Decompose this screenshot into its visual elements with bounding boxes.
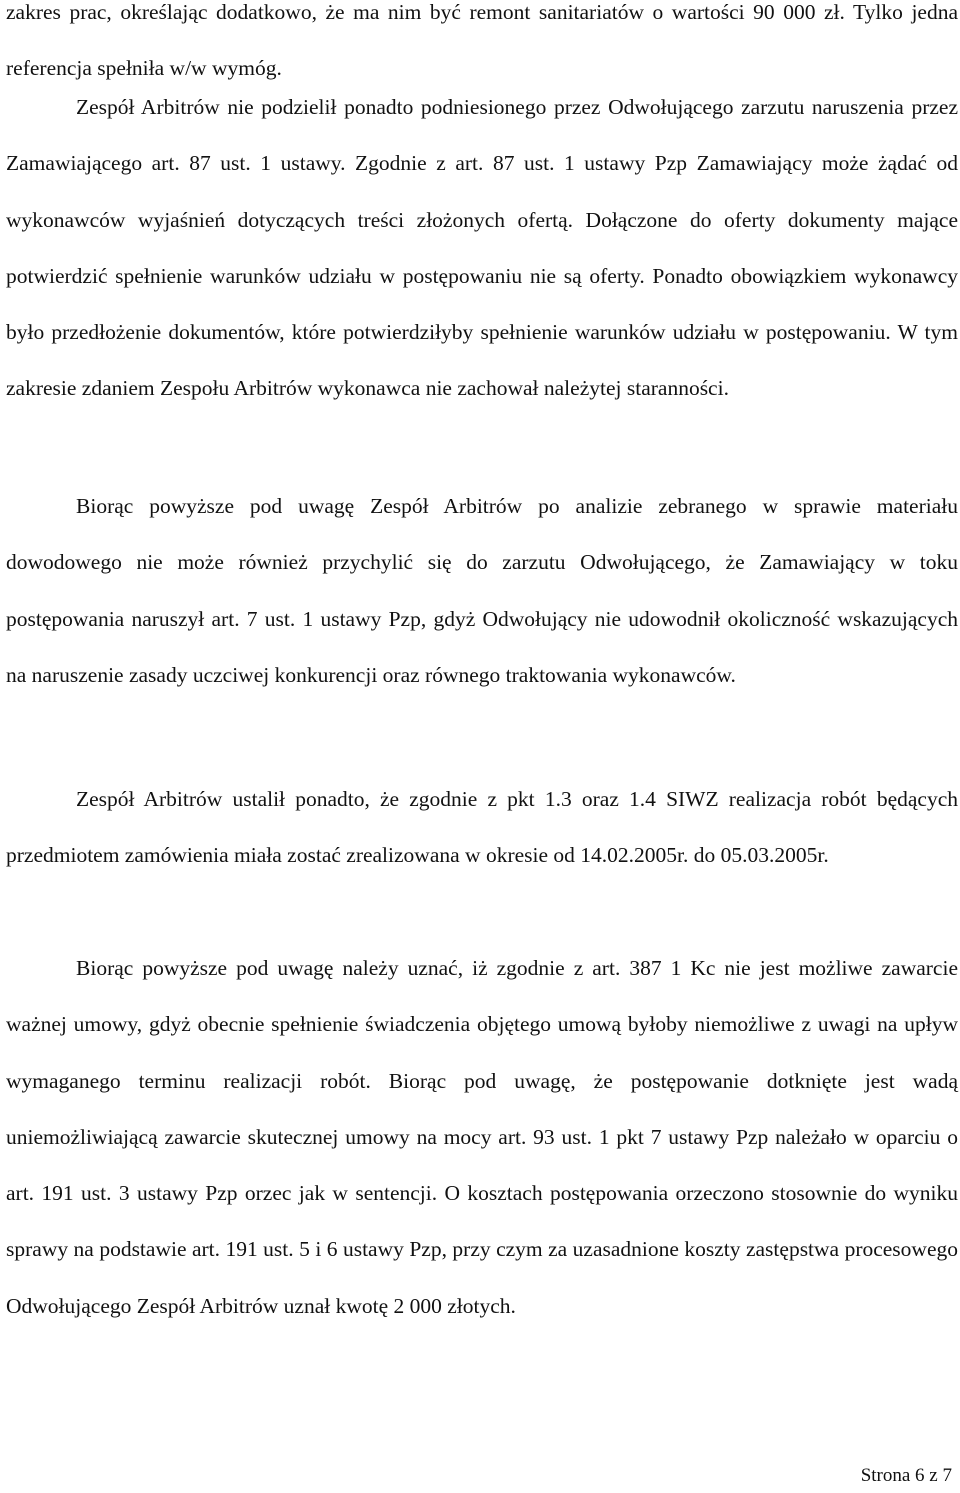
paragraph-intro: zakres prac, określając dodatkowo, że ma nim być remont sanitariatów o wartości 90 000 zł. Tylko jedna referencja spełniła w/w wymóg. [6, 0, 958, 81]
paragraph-conclusion-costs: Biorąc powyższe pod uwagę należy uznać, iż zgodnie z art. 387 1 Kc nie jest możliwe zawarcie ważnej umowy, gdyż obecnie spełnienie świadczenia objętego umową byłoby niemożliwe z uwagi na upływ wymaganego terminu realizacji robót. Biorąc pod uwagę, że postępowanie dotknięte jest wadą uniemożliwiającą zawarcie skutecznej umowy na mocy art. 93 ust. 1 pkt 7 ustawy Pzp należało w oparciu o art. 191 ust. 3 ustawy Pzp orzec jak w sentencji. O kosztach postępowania orzeczono stosownie do wyniku sprawy na podstawie art. 191 ust. 5 i 6 ustawy Pzp, przy czym za uzasadnione koszty zastępstwa procesowego Odwołującego Zespół Arbitrów uznał kwotę 2 000 złotych. [6, 956, 958, 1318]
paragraph-evidence-analysis: Biorąc powyższe pod uwagę Zespół Arbitrów po analizie zebranego w sprawie materiału dowodowego nie może również przychylić się do zarzutu Odwołującego, że Zamawiający w toku postępowania naruszył art. 7 ust. 1 ustawy Pzp, gdyż Odwołujący nie udowodnił okoliczność wskazujących na naruszenie zasady uczciwej konkurencji oraz równego traktowania wykonawców. [6, 494, 958, 687]
document-page [6, 0, 958, 1493]
paragraph-siwz-dates: Zespół Arbitrów ustalił ponadto, że zgodnie z pkt 1.3 oraz 1.4 SIWZ realizacja robót będących przedmiotem zamówienia miała zostać zrealizowana w okresie od 14.02.2005r. do 05.03.2005r. [6, 787, 958, 868]
paragraph-arbitrators-article-87: Zespół Arbitrów nie podzielił ponadto podniesionego przez Odwołującego zarzutu naruszenia przez Zamawiającego art. 87 ust. 1 ustawy. Zgodnie z art. 87 ust. 1 ustawy Pzp Zamawiający może żądać od wykonawców wyjaśnień dotyczących treści złożonych ofertą. Dołączone do oferty dokumenty mające potwierdzić spełnienie warunków udziału w postępowaniu nie są oferty. Ponadto obowiązkiem wykonawcy było przedłożenie dokumentów, które potwierdziłyby spełnienie warunków udziału w postępowaniu. W tym zakresie zdaniem Zespołu Arbitrów wykonawca nie zachował należytej staranności. [6, 95, 958, 401]
page-number: Strona 6 z 7 [860, 1465, 952, 1486]
paragraph-2-container [6, 95, 958, 417]
